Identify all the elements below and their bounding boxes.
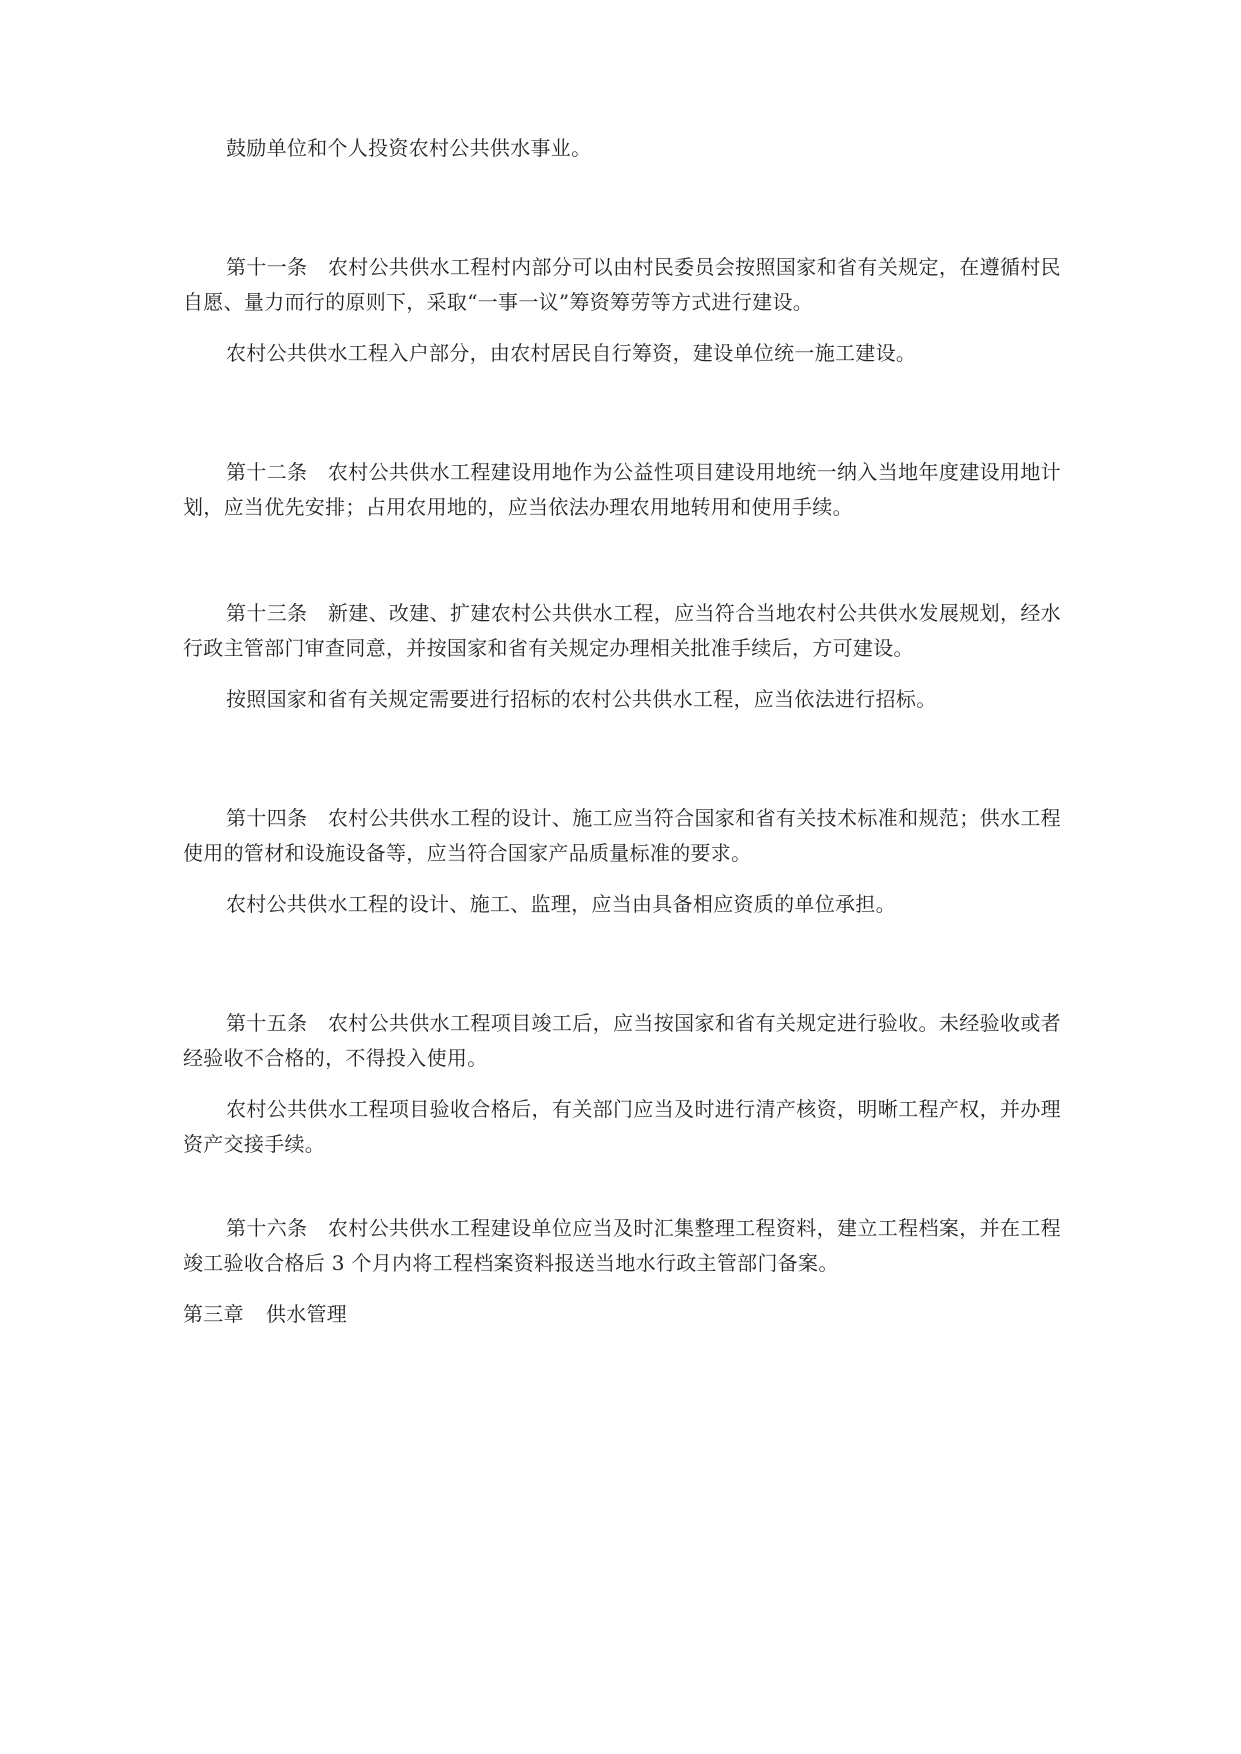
chapter-number: 第三章	[183, 1302, 244, 1326]
chapter-title: 供水管理	[265, 1302, 348, 1326]
paragraph-qualified-units: 农村公共供水工程的设计、施工、监理，应当由具备相应资质的单位承担。	[226, 892, 896, 916]
article-11: 第十一条 农村公共供水工程村内部分可以由村民委员会按照国家和省有关规定，在遵循村民自愿、量力而行的原则下，采取“一事一议”筹资筹劳等方式进行建设。	[183, 255, 1061, 314]
article-14: 第十四条 农村公共供水工程的设计、施工应当符合国家和省有关技术标准和规范；供水工程使用的管材和设施设备等，应当符合国家产品质量标准的要求。	[183, 806, 1061, 865]
paragraph-asset-handover: 农村公共供水工程项目验收合格后，有关部门应当及时进行清产核资，明晰工程产权，并办理资产交接手续。	[183, 1097, 1061, 1156]
article-16: 第十六条 农村公共供水工程建设单位应当及时汇集整理工程资料，建立工程档案，并在工程竣工验收合格后 3 个月内将工程档案资料报送当地水行政主管部门备案。	[183, 1216, 1061, 1275]
paragraph-household-connection: 农村公共供水工程入户部分，由农村居民自行筹资，建设单位统一施工建设。	[226, 341, 917, 365]
article-12: 第十二条 农村公共供水工程建设用地作为公益性项目建设用地统一纳入当地年度建设用地计划，应当优先安排；占用农用地的，应当依法办理农用地转用和使用手续。	[183, 460, 1061, 519]
paragraph-encourage-investment: 鼓励单位和个人投资农村公共供水事业。	[226, 136, 592, 160]
paragraph-tendering: 按照国家和省有关规定需要进行招标的农村公共供水工程，应当依法进行招标。	[226, 687, 937, 711]
article-13: 第十三条 新建、改建、扩建农村公共供水工程，应当符合当地农村公共供水发展规划，经水行政主管部门审查同意，并按国家和省有关规定办理相关批准手续后，方可建设。	[183, 601, 1061, 660]
article-15: 第十五条 农村公共供水工程项目竣工后，应当按国家和省有关规定进行验收。未经验收或者经验收不合格的，不得投入使用。	[183, 1011, 1061, 1070]
chapter-heading	[183, 1297, 1061, 1332]
